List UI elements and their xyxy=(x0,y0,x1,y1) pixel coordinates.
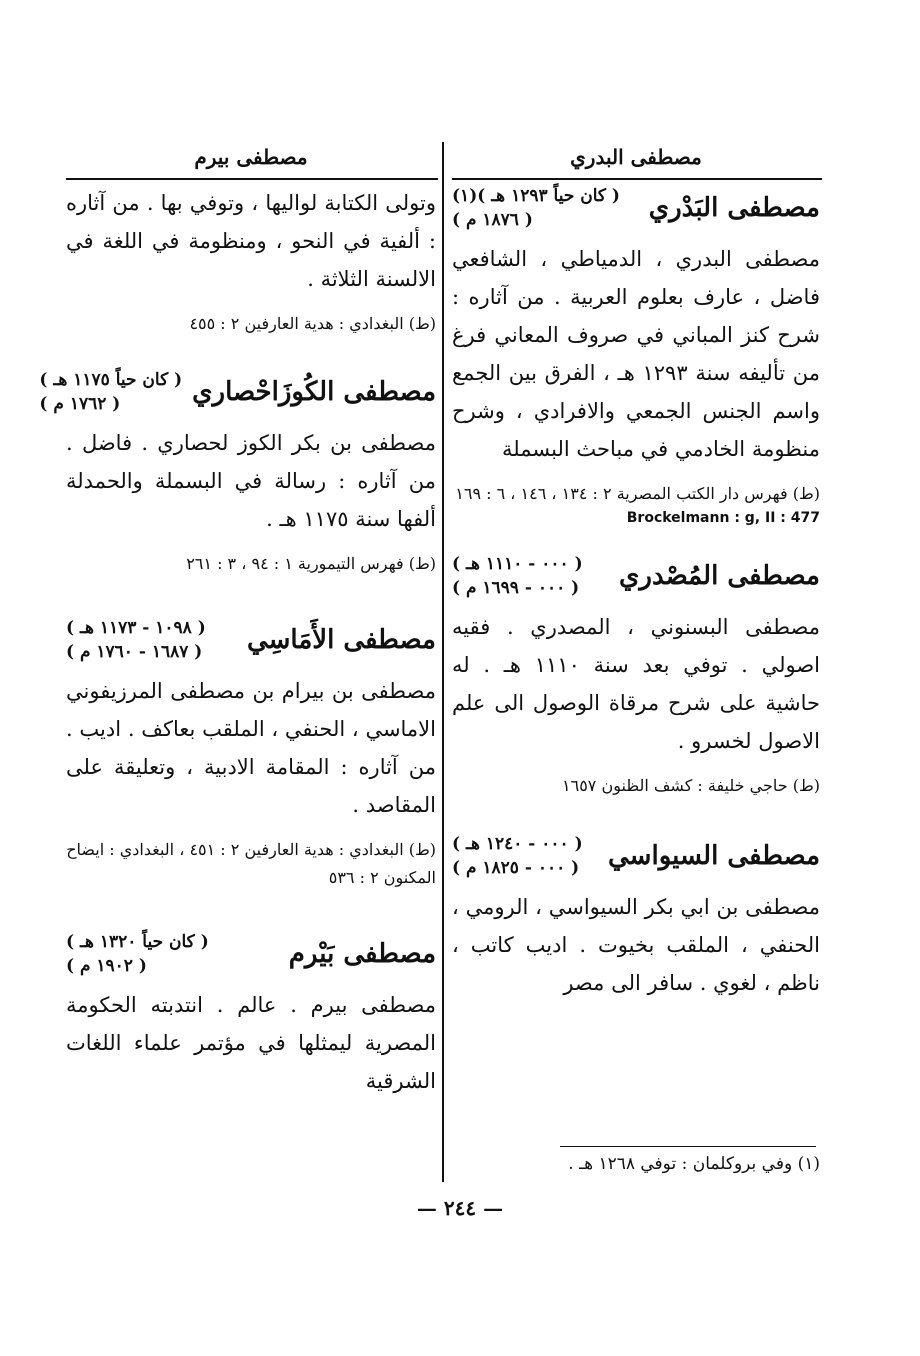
entry-dates xyxy=(66,616,206,664)
entry-head xyxy=(66,930,436,978)
running-header-left: مصطفى بيرم xyxy=(194,145,308,169)
entry-dates-gregorian: ( ١٨٧٦ م ) xyxy=(452,210,533,230)
continuation-reference: (ط) البغدادي : هدية العارفين ٢ : ٤٥٥ xyxy=(189,314,436,333)
entry-kozahisari xyxy=(39,368,436,578)
entry-body: مصطفى البسنوني ، المصدري . فقيه اصولي . توفي بعد سنة ١١١٠ هـ . له حاشية على شرح مرقاة الوصول الى علم الاصول لخسرو . xyxy=(452,615,820,753)
entry-dates-gregorian: ( ٠٠٠ - ١٦٩٩ م ) xyxy=(452,578,580,598)
entry-name: مصطفى بَيْرم xyxy=(288,939,436,969)
column-divider xyxy=(442,142,444,1182)
entry-name: مصطفى الكُوزَاحْصاري xyxy=(192,377,436,407)
entry-body: مصطفى بن بيرام بن مصطفى المرزيفوني الاماسي ، الحنفي ، الملقب بعاكف . اديب . من آثاره : المقامة الادبية ، وتعليقة على المقاصد . xyxy=(66,679,436,817)
entry-reference: (ط) البغدادي : هدية العارفين ٢ : ٤٥١ ، البغدادي : ايضاح المكنون ٢ : ٥٣٦ xyxy=(66,840,436,887)
entry-dates-gregorian: ( ١٧٦٢ م ) xyxy=(39,394,121,414)
entry-name: مصطفى البَدْري xyxy=(648,193,820,223)
entry-body: مصطفى بن بكر الكوز لحصاري . فاضل . من آثاره : رسالة في البسملة والحمدلة ألفها سنة ١١٧٥ هـ . xyxy=(66,431,436,531)
footnote: (١) وفي بروكلمان : توفي ١٢٦٨ هـ . xyxy=(568,1154,820,1174)
entry-dates-hijri: ( كان حياً ١١٧٥ هـ ) xyxy=(39,370,183,390)
entry-head xyxy=(39,368,436,416)
entry-body: مصطفى بيرم . عالم . انتدبته الحكومة المصرية ليمثلها في مؤتمر علماء اللغات الشرقية xyxy=(66,993,436,1093)
left-column xyxy=(39,142,436,1100)
entry-dates-hijri: ( ٠٠٠ - ١٢٤٠ هـ ) xyxy=(452,834,583,854)
entry-dates-hijri: ( كان حياً ١٢٩٣ هـ )(١) xyxy=(452,186,620,206)
entry-dates-hijri: ( ٠٠٠ - ١١١٠ هـ ) xyxy=(452,554,583,574)
page-number: — ٢٤٤ — xyxy=(416,1196,504,1220)
right-column xyxy=(452,142,820,1002)
entry-dates xyxy=(452,184,620,232)
entry-body: مصطفى البدري ، الدمياطي ، الشافعي فاضل ، عارف بعلوم العربية . من آثاره : شرح كنز المباني في صروف المعاني فرغ من تأليفه سنة ١٢٩٣ هـ ، الفرق بين الجمع واسم الجنس الجمعي والافرادي ، وشرح منظومة الخادمي في مباحث البسملة xyxy=(452,247,821,461)
entry-badri xyxy=(452,184,820,526)
entry-head xyxy=(452,832,820,880)
entry-reference: (ط) فهرس التيمورية ١ : ٩٤ ، ٣ : ٢٦١ xyxy=(186,554,436,573)
entry-head xyxy=(452,552,820,600)
entry-reference: (ط) فهرس دار الكتب المصرية ٢ : ١٣٤ ، ١٤٦ ، ٦ : ١٦٩ xyxy=(455,484,820,503)
entry-dates-gregorian: ( ٠٠٠ - ١٨٢٥ م ) xyxy=(452,858,580,878)
entry-dates xyxy=(452,832,583,880)
entry-dates-hijri: ( كان حياً ١٣٢٠ هـ ) xyxy=(66,932,209,952)
entry-dates-gregorian: ( ١٦٨٧ - ١٧٦٠ م ) xyxy=(66,642,203,662)
entry-dates xyxy=(39,368,182,416)
entry-dates-hijri: ( ١٠٩٨ - ١١٧٣ هـ ) xyxy=(66,618,206,638)
entry-siwasi xyxy=(452,832,820,1002)
running-header-right: مصطفى البدري xyxy=(570,145,702,169)
entry-name: مصطفى المُصْدري xyxy=(619,561,820,591)
continuation-text: وتولى الكتابة لواليها ، وتوفي بها . من آثاره : ألفية في النحو ، ومنظومة في اللغة في الالسنة الثلاثة . xyxy=(66,191,436,291)
entry-name: مصطفى السيواسي xyxy=(608,841,820,871)
entry-dates xyxy=(66,930,209,978)
entry-masdari xyxy=(452,552,820,800)
entry-reference: (ط) حاجي خليفة : كشف الظنون ١٦٥٧ xyxy=(562,776,820,795)
entry-bayram xyxy=(66,930,436,1100)
entry-dates-gregorian: ( ١٩٠٢ م ) xyxy=(66,956,147,976)
entry-head xyxy=(452,184,820,232)
entry-name: مصطفى الأَمَاسِي xyxy=(246,625,436,655)
entry-dates xyxy=(452,552,583,600)
footnote-rule xyxy=(560,1146,816,1147)
entry-reference-latin: Brockelmann : g, II : 477 xyxy=(626,510,820,526)
entry-amasi xyxy=(66,616,436,892)
entry-body: مصطفى بن ابي بكر السيواسي ، الرومي ، الحنفي ، الملقب بخيوت . اديب كاتب ، ناظم ، لغوي . سافر الى مصر xyxy=(452,895,820,995)
entry-head xyxy=(66,616,436,664)
